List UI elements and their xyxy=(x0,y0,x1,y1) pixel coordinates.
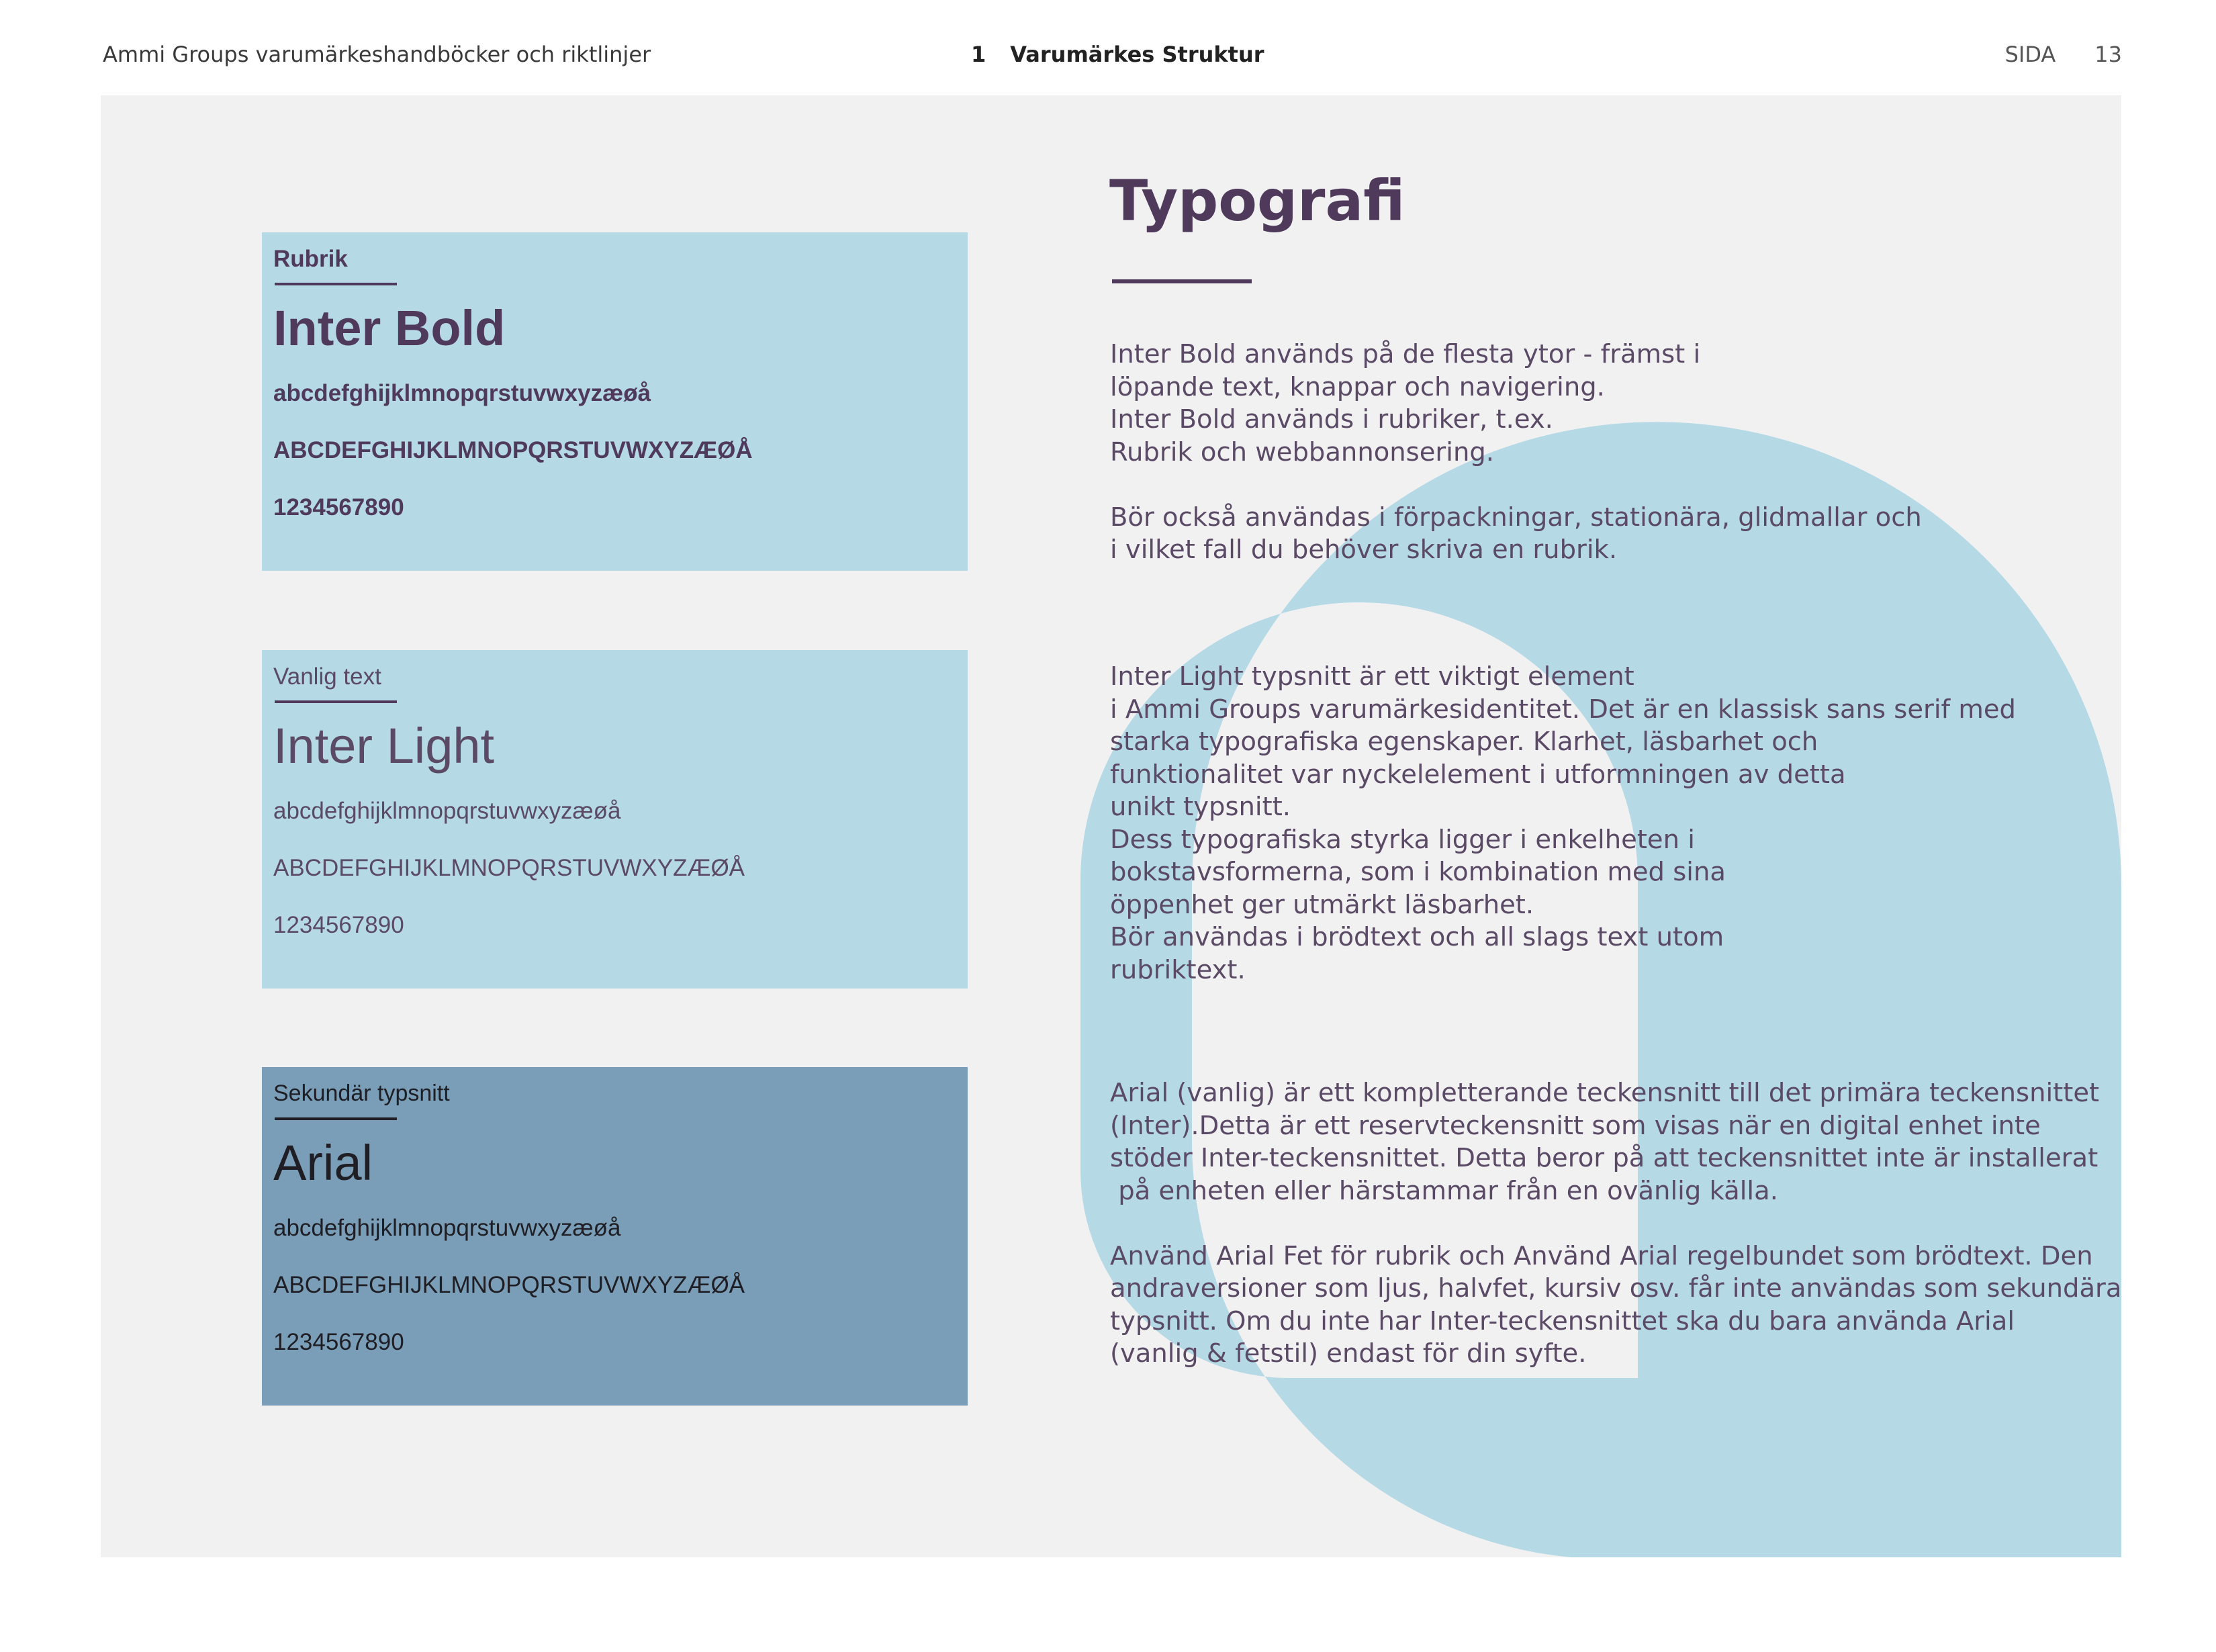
card-tag: Sekundär typsnitt xyxy=(273,1081,450,1106)
lowercase-sample: abcdefghijklmnopqrstuvwxyzæøå xyxy=(273,1215,621,1241)
digits-sample: 1234567890 xyxy=(273,912,404,938)
tag-underline xyxy=(275,700,397,703)
uppercase-sample: ABCDEFGHIJKLMNOPQRSTUVWXYZÆØÅ xyxy=(273,437,753,463)
paragraph-inter-light: Inter Light typsnitt är ett viktigt element i Ammi Groups varumärkesidentitet. Det är en klassisk sans serif med starka typografiska egenskaper. Klarhet, läsbarhet och funktionalitet var nyckelelement i utformningen av detta unikt typsnitt. Dess typografiska styrka ligger i enkelheten i bokstavsformerna, som i kombination med sina öppenhet ger utmärkt läsbarhet. Bör användas i brödtext och all slags text utom rubriktext. xyxy=(1110,661,2016,985)
page-label: SIDA xyxy=(2004,42,2056,67)
font-card-body-text xyxy=(262,650,968,989)
section-heading xyxy=(971,42,1264,67)
digits-sample: 1234567890 xyxy=(273,494,404,520)
font-name: Arial xyxy=(273,1135,373,1191)
lowercase-sample: abcdefghijklmnopqrstuvwxyzæøå xyxy=(273,798,621,824)
font-card-secondary xyxy=(262,1067,968,1406)
digits-sample: 1234567890 xyxy=(273,1329,404,1355)
uppercase-sample: ABCDEFGHIJKLMNOPQRSTUVWXYZÆØÅ xyxy=(273,855,745,881)
page-number: 13 xyxy=(2094,42,2122,67)
font-name: Inter Bold xyxy=(273,300,506,356)
uppercase-sample: ABCDEFGHIJKLMNOPQRSTUVWXYZÆØÅ xyxy=(273,1272,745,1298)
title-underline xyxy=(1112,279,1252,283)
lowercase-sample: abcdefghijklmnopqrstuvwxyzæøå xyxy=(273,380,651,406)
page-title: Typografi xyxy=(1109,168,1405,234)
font-name: Inter Light xyxy=(273,718,495,774)
tag-underline xyxy=(275,1117,397,1120)
document-header-title: Ammi Groups varumärkeshandböcker och riktlinjer xyxy=(103,42,651,67)
content-panel xyxy=(101,95,2121,1557)
card-tag: Vanlig text xyxy=(273,663,381,690)
font-card-heading xyxy=(262,232,968,571)
section-title: Varumärkes Struktur xyxy=(1010,42,1264,67)
section-number: 1 xyxy=(971,42,986,67)
tag-underline xyxy=(275,283,397,285)
page-indicator xyxy=(2005,42,2122,67)
card-tag: Rubrik xyxy=(273,246,348,272)
paragraph-arial: Arial (vanlig) är ett kompletterande teckensnitt till det primära teckensnittet (Inter).Detta är ett reservteckensnitt som visas när en digital enhet inte stöder Inter-teckensnittet. Detta beror på att teckensnittet inte är installerat på enheten eller härstammar från en ovänlig källa. Använd Arial Fet för rubrik och Använd Arial regelbundet som brödtext. Den andraversioner som ljus, halvfet, kursiv osv. får inte användas som sekundära typsnitt. Om du inte har Inter-teckensnittet ska du bara använda Arial (vanlig & fetstil) endast för din syfte. xyxy=(1110,1078,2121,1369)
paragraph-inter-bold: Inter Bold används på de flesta ytor - främst i löpande text, knappar och navigering. Inter Bold används i rubriker, t.ex. Rubrik och webbannonsering. Bör också användas i förpackningar, stationära, glidmallar och i vilket fall du behöver skriva en rubrik. xyxy=(1110,339,1922,565)
